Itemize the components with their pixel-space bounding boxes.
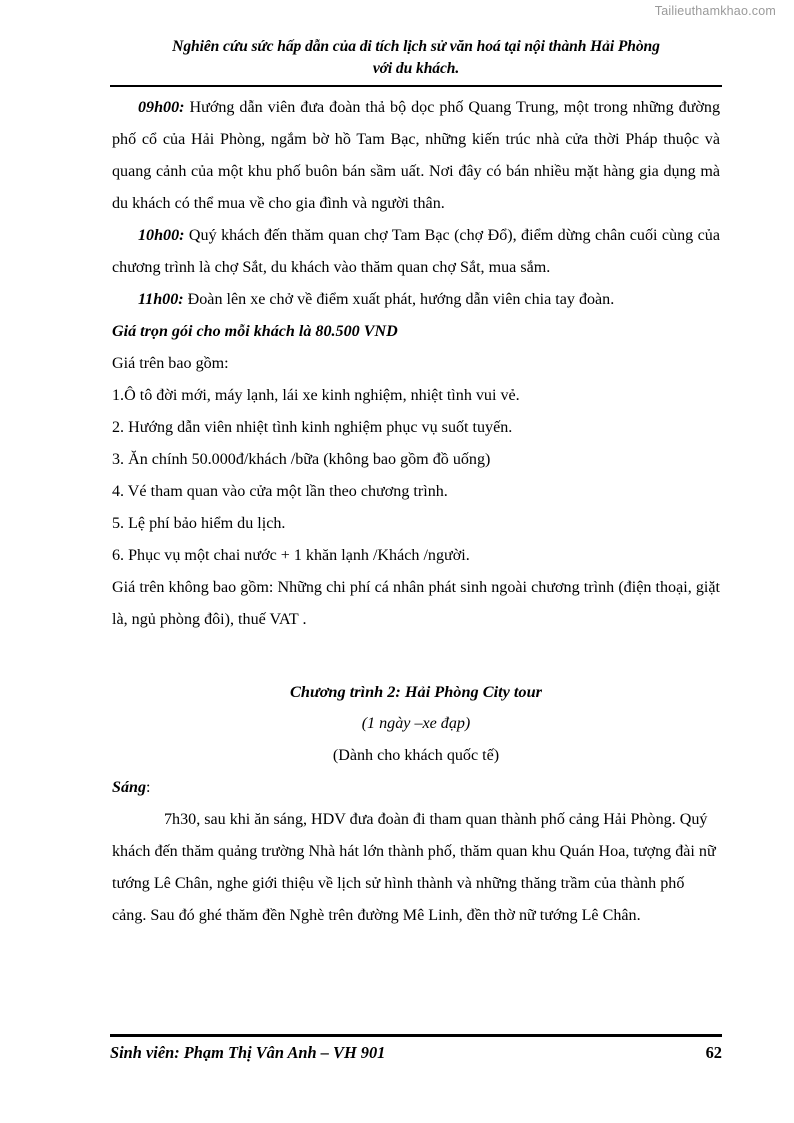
schedule-text-11h00: Đoàn lên xe chở về điểm xuất phát, hướng dẫn viên chia tay đoàn. [183, 291, 615, 308]
schedule-time-11h00: 11h00: [138, 291, 184, 308]
includes-item: 3. Ăn chính 50.000đ/khách /bữa (không bao gồm đồ uống) [112, 451, 491, 468]
schedule-item-11h00 [112, 284, 720, 316]
includes-item: 2. Hướng dẫn viên nhiệt tình kinh nghiệm phục vụ suốt tuyến. [112, 419, 513, 436]
watermark-text: Tailieuthamkhao.com [654, 4, 776, 18]
program-2-subtitle: (1 ngày –xe đạp) [361, 715, 471, 732]
schedule-item-09h00 [112, 92, 720, 220]
morning-section-label [112, 772, 720, 804]
program-2-audience: (Dành cho khách quốc tế) [332, 747, 500, 764]
morning-label-text: Sáng [112, 779, 146, 796]
document-title [110, 36, 722, 80]
includes-item: 5. Lệ phí bảo hiểm du lịch. [112, 515, 286, 532]
document-title-line-1: Nghiên cứu sức hấp dẫn của di tích lịch sử văn hoá tại nội thành Hải Phòng [172, 38, 660, 55]
footer-row [110, 1043, 722, 1063]
page-header [110, 36, 722, 87]
morning-paragraph: 7h30, sau khi ăn sáng, HDV đưa đoàn đi tham quan thành phố cảng Hải Phòng. Quý khách đến thăm quảng trường Nhà hát lớn thành phố, thăm quan khu Quán Hoa, tượng đài nữ tướng Lê Chân, nghe giới thiệu về lịch sử hình thành và những thăng trầm của thành phố cảng. Sau đó ghé thăm đền Nghè trên đường Mê Linh, đền thờ nữ tướng Lê Chân. [112, 811, 716, 924]
footer-page-number: 62 [705, 1043, 722, 1062]
footer-divider [110, 1034, 722, 1037]
footer-student-name: Sinh viên: Phạm Thị Vân Anh – VH 901 [110, 1043, 386, 1062]
program-2-title: Chương trình 2: Hải Phòng City tour [290, 682, 542, 701]
schedule-text-10h00: Quý khách đến thăm quan chợ Tam Bạc (chợ Đổ), điểm dừng chân cuối cùng của chương trình là chợ Sắt, du khách vào thăm quan chợ Sắt, mua sắm. [112, 227, 720, 276]
schedule-item-10h00 [112, 220, 720, 284]
schedule-text-09h00: Hướng dẫn viên đưa đoàn thả bộ dọc phố Quang Trung, một trong những đường phố cổ của Hải Phòng, ngắm bờ hồ Tam Bạc, những kiến trúc nhà cửa thời Pháp thuộc và quang cảnh của một khu phố buôn bán sầm uất. Nơi đây có bán nhiều mặt hàng gia dụng mà du khách có thể mua về cho gia đình và người thân. [112, 99, 720, 212]
includes-label: Giá trên bao gồm: [112, 355, 229, 372]
document-body [112, 92, 720, 932]
price-heading: Giá trọn gói cho mỗi khách là 80.500 VND [112, 323, 398, 340]
schedule-time-10h00: 10h00: [138, 227, 185, 244]
includes-item: 6. Phục vụ một chai nước + 1 khăn lạnh /Khách /người. [112, 547, 470, 564]
document-title-line-2: với du khách. [372, 60, 460, 78]
excludes-paragraph: Giá trên không bao gồm: Những chi phí cá nhân phát sinh ngoài chương trình (điện thoại, giặt là, ngủ phòng đôi), thuế VAT . [112, 579, 720, 628]
includes-item: 1.Ô tô đời mới, máy lạnh, lái xe kinh nghiệm, nhiệt tình vui vẻ. [112, 387, 520, 404]
header-divider [110, 85, 722, 87]
page-footer [110, 1034, 722, 1063]
section-spacer [112, 636, 720, 676]
schedule-time-09h00: 09h00: [138, 99, 185, 116]
includes-item: 4. Vé tham quan vào cửa một lần theo chương trình. [112, 483, 448, 500]
morning-label-colon: : [146, 779, 151, 796]
